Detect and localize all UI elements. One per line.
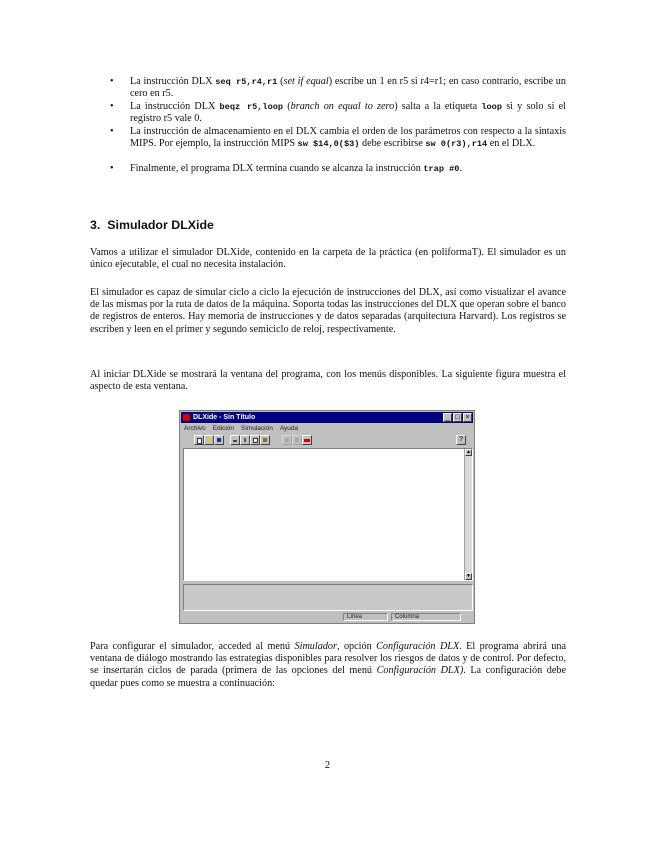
copy-icon[interactable]	[250, 435, 260, 445]
editor-scrollbar[interactable]	[464, 449, 472, 580]
bullet-marker: •	[110, 163, 114, 174]
minimize-icon[interactable]: _	[443, 413, 452, 422]
dlxide-window-figure	[179, 410, 475, 624]
intro-paragraph: Vamos a utilizar el simulador DLXide, contenido en la carpeta de la práctica (en poliformaT). El simulador es un único ejecutable, el cual no necesita instalación.	[90, 247, 566, 271]
section-title: Simulador DLXide	[107, 218, 214, 232]
open-folder-icon[interactable]	[204, 435, 214, 445]
bullet-marker: •	[110, 76, 114, 87]
section-number: 3.	[90, 218, 101, 232]
menu-bar	[182, 424, 298, 434]
page-number: 2	[324, 760, 331, 771]
run-icon[interactable]	[302, 435, 312, 445]
datapath-icon[interactable]	[292, 435, 302, 445]
output-panel	[183, 584, 473, 611]
status-line: Línea	[343, 613, 388, 621]
window-controls	[443, 413, 472, 422]
paste-icon[interactable]	[260, 435, 270, 445]
bullet-marker: •	[110, 126, 114, 137]
description-paragraph: El simulador es capaz de simular ciclo a ciclo la ejecución de instrucciones del DLX, así como visualizar el avance de las mismas por la ruta de datos de la máquina. Soporta todas las instrucciones del DLX que operan sobre el banco de registros de enteros. Hay memoria de instrucciones y de datos separadas (arquitectura Harvard). Los registros se escriben y leen en el primer y segundo semiciclo de reloj, respectivamente.	[90, 287, 566, 335]
save-icon[interactable]	[214, 435, 224, 445]
new-file-icon[interactable]	[194, 435, 204, 445]
undo-icon[interactable]	[230, 435, 240, 445]
maximize-icon[interactable]: □	[453, 413, 462, 422]
list-item: • Finalmente, el programa DLX termina cuando se alcanza la instrucción trap #0.	[110, 163, 462, 174]
window-titlebar	[181, 412, 473, 423]
menu-archivo[interactable]: Archivo	[184, 425, 206, 432]
instruction-notes-list	[108, 76, 566, 175]
section-heading	[90, 218, 214, 232]
bullet-marker: •	[110, 101, 114, 112]
list-item: • La instrucción DLX beqz r5,loop (branch on equal to zero) salta a la etiqueta loop si y solo si el registro r5 vale 0.	[110, 101, 566, 125]
status-column: Columna	[391, 613, 461, 621]
code-editor[interactable]	[183, 448, 473, 581]
window-title: DLXide - Sin Título	[193, 414, 256, 421]
menu-ayuda[interactable]: Ayuda	[279, 425, 299, 432]
config-paragraph: Para configurar el simulador, acceded al menú Simulador, opción Configuración DLX. El programa abrirá una ventana de diálogo mostrando las estrategias disponibles para resolver los riesgos de datos y de control. Por defecto, se insertarán ciclos de parada (primera de las opciones del menú Configuración DLX). La configuración debe quedar pues como se muestra a continuación:	[90, 641, 566, 689]
menu-simulacion[interactable]: Simulación	[241, 425, 273, 432]
status-bar	[183, 612, 473, 622]
close-icon[interactable]: ×	[463, 413, 472, 422]
list-item: • La instrucción de almacenamiento en el DLX cambia el orden de los parámetros con respecto a la sintaxis MIPS. Por ejemplo, la instrucción MIPS sw $14,0($3) debe escribirse sw 0(r3),r14 en el DLX.	[110, 126, 566, 150]
app-icon	[183, 414, 190, 421]
scroll-up-icon[interactable]: ▲	[466, 449, 471, 455]
window-intro-paragraph: Al iniciar DLXide se mostrará la ventana del programa, con los menús disponibles. La siguiente figura muestra el aspecto de esta ventana.	[90, 369, 566, 393]
cut-icon[interactable]	[240, 435, 250, 445]
menu-edicion[interactable]: Edición	[212, 425, 235, 432]
toolbar	[182, 434, 472, 447]
help-icon[interactable]: ?	[456, 435, 466, 445]
list-item: • La instrucción DLX seq r5,r4,r1 (set if equal) escribe un 1 en r5 si r4=r1; en caso contrario, escribe un cero en r5.	[110, 76, 566, 100]
scroll-down-icon[interactable]: ▼	[466, 573, 471, 579]
step-icon[interactable]	[282, 435, 292, 445]
